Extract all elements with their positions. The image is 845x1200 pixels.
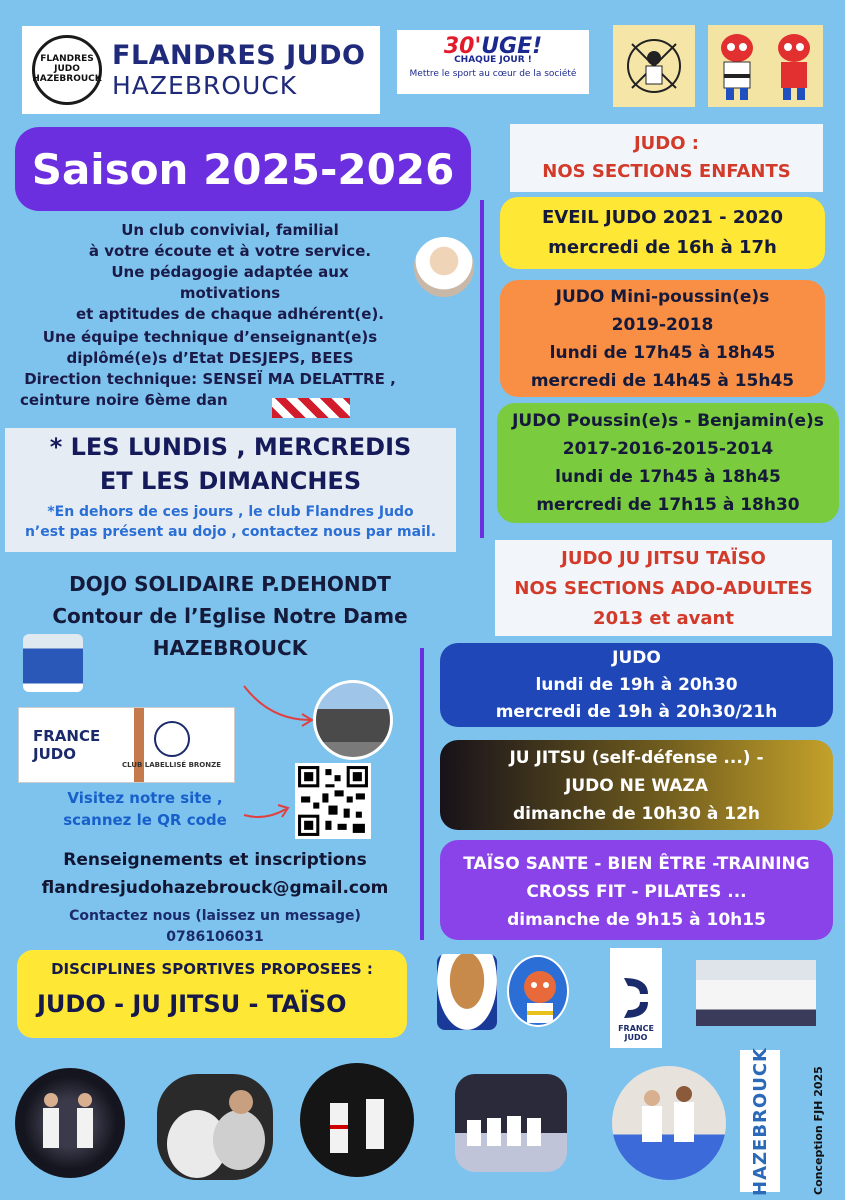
france-judo-label-logo: [18, 707, 235, 783]
kids-training-photo: [612, 1066, 726, 1180]
club-seal-icon: [154, 721, 190, 757]
eveil-judo-card: [500, 197, 825, 269]
ge-small: CHAQUE JOUR !: [454, 55, 532, 65]
eveil-title: EVEIL JUDO 2021 - 2020: [542, 207, 783, 228]
intro-line: Un club convivial, familial: [121, 221, 339, 239]
disciplines-box: [17, 950, 407, 1038]
kids-header-line2: NOS SECTIONS ENFANTS: [542, 161, 791, 182]
days-line1: * LES LUNDIS , MERCREDIS: [49, 433, 412, 461]
mini-years: 2019-2018: [611, 315, 714, 335]
child-judoka-photo: [414, 237, 474, 297]
design-credit: Conception FJH 2025: [812, 1066, 825, 1195]
poussin-benjamin-card: [497, 403, 839, 523]
taiso-schedule: dimanche de 9h15 à 10h15: [507, 910, 766, 930]
club-intro: [60, 220, 400, 325]
hazebrouck-city-logo: [740, 1046, 780, 1196]
poussin-schedule-2: mercredi de 17h15 à 18h30: [536, 495, 800, 515]
contact-phone[interactable]: 0786106031: [166, 929, 264, 945]
jujitsu-subtitle: JUDO NE WAZA: [565, 776, 708, 796]
adult-judo-title: JUDO: [612, 648, 661, 668]
divider-line: [420, 648, 424, 940]
intro-line: et aptitudes de chaque adhérent(e).: [76, 305, 384, 323]
label-badge: CLUB LABELLISÉ BRONZE: [122, 761, 221, 769]
france-judo-logo: [610, 948, 662, 1048]
mini-schedule-1: lundi de 17h45 à 18h45: [549, 343, 776, 363]
contact-block: [15, 906, 415, 948]
ge-number: 30': [443, 34, 482, 59]
taiso-subtitle: CROSS FIT - PILATES ...: [526, 882, 747, 902]
france-judo-word2: JUDO: [33, 745, 76, 763]
adult-judo-schedule-2: mercredi de 19h à 20h30/21h: [495, 702, 778, 722]
contact-text: Contactez nous (laissez un message): [69, 908, 361, 924]
mini-title: JUDO Mini-poussin(e)s: [555, 287, 770, 307]
poussin-title: JUDO Poussin(e)s - Benjamin(e)s: [512, 411, 824, 431]
demo-photo-2: [157, 1074, 273, 1180]
dojo-line2: Contour de l’Eglise Notre Dame: [52, 604, 408, 628]
demo-photo-3: [300, 1063, 414, 1177]
contact-email[interactable]: flandresjudohazebrouck@gmail.com: [41, 878, 389, 898]
france-judo-small-word2: JUDO: [624, 1033, 648, 1042]
jujitsu-schedule: dimanche de 10h30 à 12h: [512, 804, 760, 824]
adult-sections-header: [495, 540, 832, 636]
opening-days-box: [5, 428, 456, 552]
group-kids-photo: [696, 960, 816, 1026]
adult-header-line2: NOS SECTIONS ADO-ADULTES: [514, 578, 813, 599]
jujitsu-card: [440, 740, 833, 830]
demo-photo-1: [15, 1068, 125, 1178]
club-logo: [22, 26, 380, 114]
dojo-address: [30, 568, 430, 664]
mini-schedule-2: mercredi de 14h45 à 15h45: [530, 371, 795, 391]
disciplines-list: JUDO - JU JITSU - TAÏSO: [37, 990, 347, 1018]
qr-code[interactable]: [295, 763, 371, 839]
grande-cause-logo: [397, 30, 589, 94]
team-line: Une équipe technique d’enseignant(e)s: [42, 328, 378, 346]
eveil-schedule: mercredi de 16h à 17h: [548, 237, 777, 258]
dojo-interior-photo: [23, 634, 83, 692]
france-judo-word1: FRANCE: [33, 727, 101, 745]
disciplines-title: DISCIPLINES SPORTIVES PROPOSEES :: [51, 960, 373, 978]
team-line: ceinture noire 6ème dan: [20, 391, 228, 409]
poussin-schedule-1: lundi de 17h45 à 18h45: [555, 467, 781, 487]
hazebrouck-word: HAZEBROUCK: [749, 1046, 771, 1196]
kids-sections-header: [510, 124, 823, 192]
adult-header-line1: JUDO JU JITSU TAÏSO: [561, 548, 766, 569]
divider-line: [480, 200, 484, 538]
visit-line1: Visitez notre site ,: [67, 789, 223, 807]
france-judo-small-word1: FRANCE: [618, 1024, 654, 1033]
judoka-emblem-image: [613, 25, 695, 107]
ge-tagline: Mettre le sport au cœur de la société: [409, 69, 577, 79]
season-title: Saison 2025-2026: [15, 127, 471, 211]
jujitsu-title: JU JITSU (self-défense ...) -: [509, 748, 764, 768]
visit-site-text: [40, 787, 250, 831]
team-line: diplômé(e)s d’Etat DESJEPS, BEES: [66, 349, 354, 367]
adult-judo-card: [440, 643, 833, 727]
info-block: [15, 846, 415, 902]
days-note1: *En dehors de ces jours , le club Flandres Judo: [47, 504, 414, 520]
visit-line2: scannez le QR code: [63, 811, 227, 829]
taiso-title: TAÏSO SANTE - BIEN ÊTRE -TRAINING: [463, 854, 810, 874]
kids-header-line1: JUDO :: [633, 133, 700, 154]
mascots-image: [708, 25, 823, 107]
intro-line: Une pédagogie adaptée aux motivations: [111, 263, 349, 302]
info-title: Renseignements et inscriptions: [63, 850, 367, 870]
team-line: Direction technique: SENSEÏ MA DELATTRE ,: [24, 370, 396, 388]
dojo-line3: HAZEBROUCK: [152, 636, 308, 660]
days-note2: n’est pas présent au dojo , contactez nous par mail.: [24, 524, 437, 540]
club-emblem: FLANDRES JUDO HAZEBROUCK: [32, 35, 102, 105]
adult-judo-schedule-1: lundi de 19h à 20h30: [535, 675, 738, 695]
poussin-years: 2017-2016-2015-2014: [562, 439, 774, 459]
red-panda-mascot-image: [507, 955, 569, 1027]
dojo-line1: DOJO SOLIDAIRE P.DEHONDT: [69, 572, 391, 596]
taiso-card: [440, 840, 833, 940]
bear-mascot-image: [437, 954, 497, 1030]
demo-photo-4: [455, 1074, 567, 1172]
arrow-icon: [240, 680, 320, 730]
intro-line: à votre écoute et à votre service.: [88, 242, 372, 260]
days-line2: ET LES DIMANCHES: [99, 467, 362, 495]
club-city: HAZEBROUCK: [112, 71, 298, 100]
arrow-icon: [240, 795, 295, 825]
dojo-building-photo: [313, 680, 393, 760]
club-name: FLANDRES JUDO: [112, 40, 366, 71]
red-white-belt-icon: [272, 398, 350, 418]
mini-poussin-card: [500, 280, 825, 397]
ge-word: UGE!: [481, 34, 543, 59]
adult-header-line3: 2013 et avant: [593, 608, 734, 629]
